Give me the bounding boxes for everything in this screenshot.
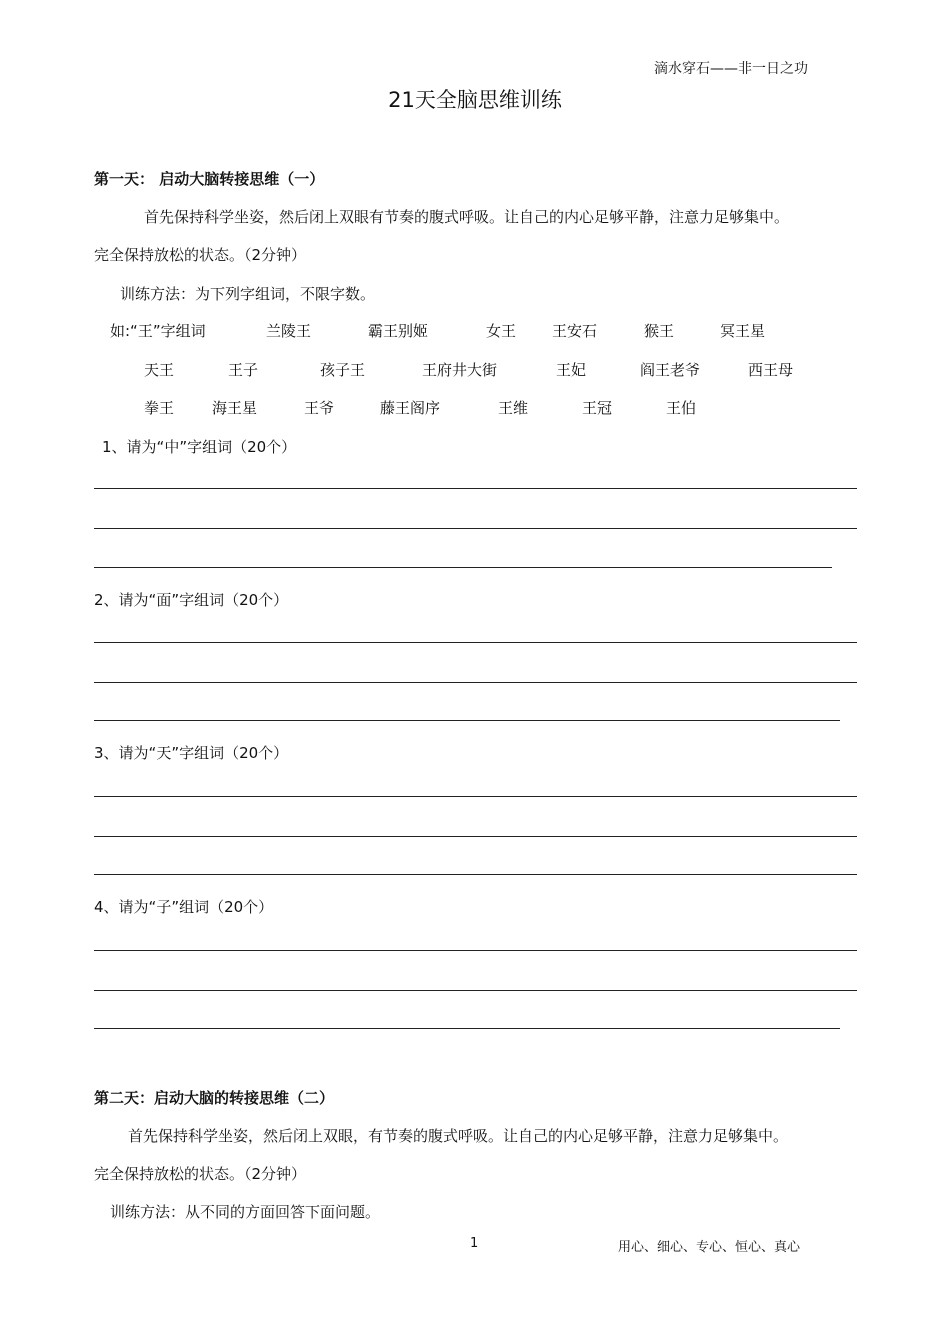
example-word: 西王母 [748,361,794,379]
example-word: 阎王老爷 [640,361,701,379]
example-word: 孩子王 [320,361,366,379]
answer-line[interactable] [94,990,857,991]
example-word: 海王星 [212,399,258,417]
footer-slogan: 用心、细心、专心、恒心、真心 [618,1240,801,1255]
day1-heading: 第一天： 启动大脑转接思维（一） [94,170,325,188]
day1-intro-line1: 首先保持科学坐姿，然后闭上双眼有节奏的腹式呼吸。让自己的内心足够平静，注意力足够集中。 [144,208,790,226]
header-motto: 滴水穿石——非一日之功 [654,61,808,77]
answer-line[interactable] [94,796,857,797]
answer-line[interactable] [94,488,857,489]
example-word: 藤王阁序 [380,399,441,417]
answer-line[interactable] [94,720,840,721]
answer-line[interactable] [94,528,857,529]
answer-line[interactable] [94,682,857,683]
page-title: 21天全脑思维训练 [388,88,562,112]
question-2: 2、请为“面”字组词（20个） [94,591,289,609]
example-word: 王安石 [552,322,598,340]
example-word: 王府井大街 [422,361,498,379]
example-word: 兰陵王 [266,322,312,340]
day1-method: 训练方法：为下列字组词，不限字数。 [120,285,376,303]
answer-line[interactable] [94,836,857,837]
example-word: 王爷 [304,399,335,417]
day2-heading: 第二天：启动大脑的转接思维（二） [94,1089,335,1107]
answer-line[interactable] [94,642,857,643]
day1-intro-line2: 完全保持放松的状态。（2分钟） [94,246,307,264]
answer-line[interactable] [94,950,857,951]
example-word: 冥王星 [720,322,766,340]
example-word: 王子 [228,361,259,379]
example-word: 王维 [498,399,529,417]
question-4: 4、请为“子”组词（20个） [94,898,274,916]
day2-intro-line2: 完全保持放松的状态。（2分钟） [94,1165,307,1183]
example-word: 王妃 [556,361,587,379]
answer-line[interactable] [94,567,832,568]
question-1: 1、请为“中”字组词（20个） [102,438,297,456]
question-3: 3、请为“天”字组词（20个） [94,744,289,762]
example-label: 如:“王”字组词 [110,322,206,340]
answer-line[interactable] [94,1028,840,1029]
example-word: 拳王 [144,399,175,417]
example-word: 猴王 [644,322,675,340]
example-word: 女王 [486,322,517,340]
page-number: 1 [470,1236,479,1251]
day2-method: 训练方法：从不同的方面回答下面问题。 [110,1203,381,1221]
example-word: 王伯 [666,399,697,417]
example-word: 霸王别姬 [368,322,429,340]
answer-line[interactable] [94,874,857,875]
example-word: 天王 [144,361,175,379]
example-word: 王冠 [582,399,613,417]
day2-intro-line1: 首先保持科学坐姿，然后闭上双眼，有节奏的腹式呼吸。让自己的内心足够平静，注意力足够集中。 [128,1127,789,1145]
